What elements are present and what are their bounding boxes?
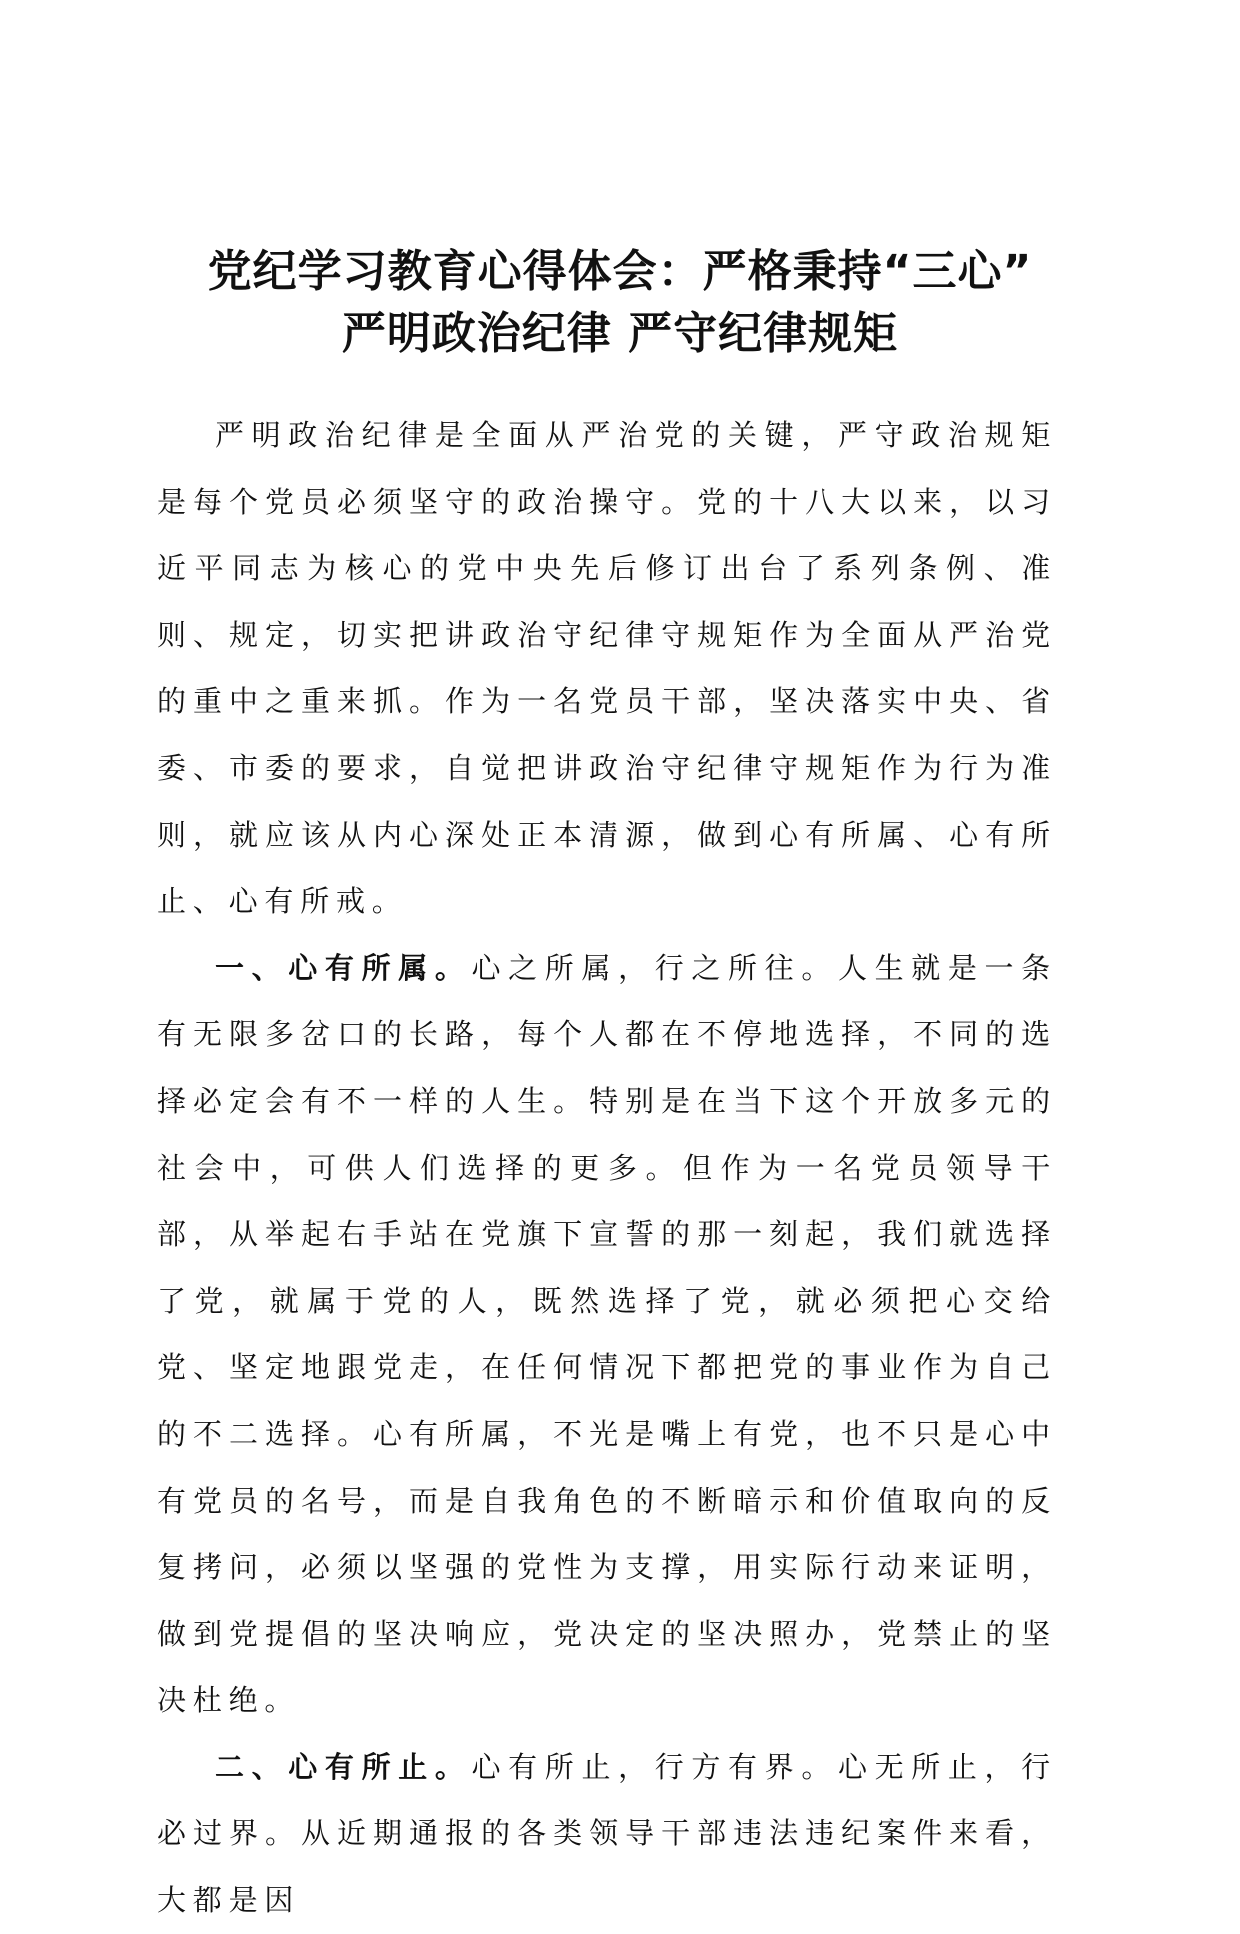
- document-title-line-1: 党纪学习教育心得体会：严格秉持“三心”: [207, 246, 1033, 297]
- paragraph-text: 心之所属，行之所往。人生就是一条有无限多岔口的长路，每个人都在不停地选择，不同的选择必定会有不一样的人生。特别是在当下这个开放多元的社会中，可供人们选择的更多。但作为一名党员领导干部，从举起右手站在党旗下宣誓的那一刻起，我们就选择了党，就属于党的人，既然选择了党，就必须把心交给党、坚定地跟党走，在任何情况下都把党的事业作为自己的不二选择。心有所属，不光是嘴上有党，也不只是心中有党员的名号，而是自我角色的不断暗示和价值取向的反复拷问，必须以坚强的党性为支撑，用实际行动来证明，做到党提倡的坚决响应，党决定的坚决照办，党禁止的坚决杜绝。: [157, 950, 1057, 1718]
- document-body: [157, 402, 1057, 1934]
- paragraph-text: 严明政治纪律是全面从严治党的关键，严守政治规矩是每个党员必须坚守的政治操守。党的十八大以来，以习近平同志为核心的党中央先后修订出台了系列条例、准则、规定，切实把讲政治守纪律守规矩作为全面从严治党的重中之重来抓。作为一名党员干部，坚决落实中央、省委、市委的要求，自觉把讲政治守纪律守规矩作为行为准则，就应该从内心深处正本清源，做到心有所属、心有所止、心有所戒。: [157, 418, 1057, 919]
- section-heading: 二、心有所止。: [215, 1749, 472, 1784]
- section-heading: 一、心有所属。: [215, 950, 472, 985]
- paragraph-intro: [157, 402, 1057, 935]
- paragraph-section-2: [157, 1734, 1057, 1934]
- paragraph-text: 心有所止，行方有界。心无所止，行必过界。从近期通报的各类领导干部违法违纪案件来看，大都是因: [157, 1749, 1057, 1918]
- paragraph-section-1: [157, 935, 1057, 1734]
- document-title-line-2: 严明政治纪律 严守纪律规矩: [341, 308, 899, 359]
